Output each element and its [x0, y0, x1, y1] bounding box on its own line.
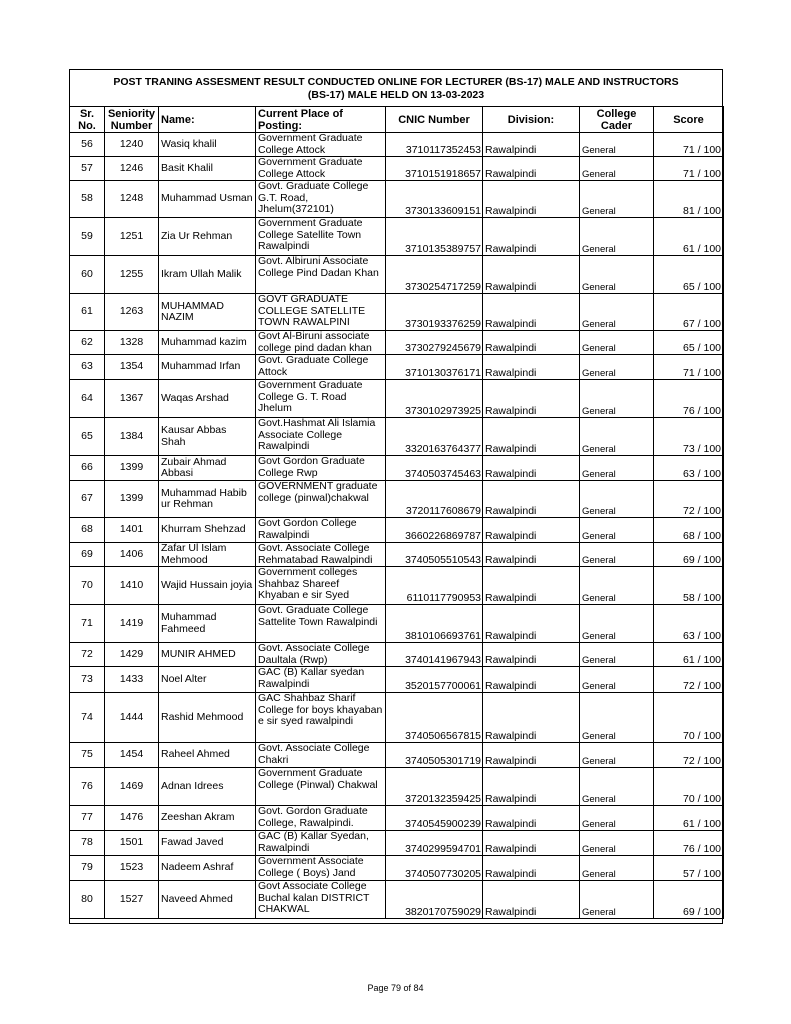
row-score: 63 / 100 — [654, 456, 724, 481]
row-name: Nadeem Ashraf — [159, 856, 256, 881]
row-sr: 70 — [70, 567, 105, 605]
row-division: Rawalpindi — [483, 743, 580, 768]
header-sr: Sr. No. — [70, 107, 105, 133]
row-cnic: 3730193376259 — [386, 294, 483, 331]
row-posting: GOVERNMENT graduate college (pinwal)chakwal — [256, 481, 386, 518]
row-sr: 59 — [70, 218, 105, 256]
row-posting: Govt. Graduate College Sattelite Town Rawalpindi — [256, 605, 386, 643]
row-score: 72 / 100 — [654, 743, 724, 768]
row-cader: General — [580, 768, 654, 806]
row-score: 67 / 100 — [654, 294, 724, 331]
row-cnic: 3730279245679 — [386, 331, 483, 355]
row-posting: Government colleges Shahbaz Shareef Khyaban e sir Syed — [256, 567, 386, 605]
row-sr: 67 — [70, 481, 105, 518]
row-cnic: 3660226869787 — [386, 518, 483, 543]
row-cnic: 3810106693761 — [386, 605, 483, 643]
row-cnic: 3720117608679 — [386, 481, 483, 518]
row-sr: 80 — [70, 881, 105, 919]
row-cnic: 3710135389757 — [386, 218, 483, 256]
row-cader: General — [580, 693, 654, 743]
row-cader: General — [580, 518, 654, 543]
row-division: Rawalpindi — [483, 768, 580, 806]
row-seniority: 1367 — [105, 380, 159, 418]
row-name: Noel Alter — [159, 667, 256, 693]
row-posting: Govt Gordon College Rawalpindi — [256, 518, 386, 543]
row-seniority: 1401 — [105, 518, 159, 543]
table-row — [70, 418, 724, 456]
row-score: 58 / 100 — [654, 567, 724, 605]
row-sr: 56 — [70, 133, 105, 157]
row-score: 72 / 100 — [654, 481, 724, 518]
row-posting: Govt. Albiruni Associate College Pind Dadan Khan — [256, 256, 386, 294]
row-seniority: 1433 — [105, 667, 159, 693]
table-row — [70, 218, 724, 256]
row-cnic: 3740505510543 — [386, 543, 483, 567]
header-division: Division: — [483, 107, 580, 133]
row-cnic: 3740505301719 — [386, 743, 483, 768]
row-seniority: 1444 — [105, 693, 159, 743]
row-name: Ikram Ullah Malik — [159, 256, 256, 294]
row-sr: 73 — [70, 667, 105, 693]
row-posting: Government Graduate College (Pinwal) Chakwal — [256, 768, 386, 806]
row-seniority: 1384 — [105, 418, 159, 456]
table-row — [70, 543, 724, 567]
row-seniority: 1501 — [105, 831, 159, 856]
table-row — [70, 768, 724, 806]
row-score: 81 / 100 — [654, 181, 724, 218]
row-cader: General — [580, 831, 654, 856]
row-name: Zafar Ul Islam Mehmood — [159, 543, 256, 567]
row-division: Rawalpindi — [483, 456, 580, 481]
row-name: Fawad Javed — [159, 831, 256, 856]
title-line-2: (BS-17) MALE HELD ON 13-03-2023 — [307, 89, 485, 101]
table-row — [70, 831, 724, 856]
row-cader: General — [580, 743, 654, 768]
row-division: Rawalpindi — [483, 605, 580, 643]
row-name: Muhammad Usman — [159, 181, 256, 218]
row-cader: General — [580, 543, 654, 567]
row-sr: 64 — [70, 380, 105, 418]
table-row — [70, 294, 724, 331]
row-score: 76 / 100 — [654, 831, 724, 856]
row-sr: 76 — [70, 768, 105, 806]
row-sr: 69 — [70, 543, 105, 567]
row-cader: General — [580, 456, 654, 481]
row-name: Basit Khalil — [159, 157, 256, 181]
row-cnic: 3740507730205 — [386, 856, 483, 881]
row-seniority: 1248 — [105, 181, 159, 218]
row-score: 69 / 100 — [654, 881, 724, 919]
row-name: Muhammad kazim — [159, 331, 256, 355]
row-division: Rawalpindi — [483, 256, 580, 294]
table-row — [70, 881, 724, 919]
table-row — [70, 157, 724, 181]
row-seniority: 1429 — [105, 643, 159, 667]
row-cnic: 3730133609151 — [386, 181, 483, 218]
row-sr: 63 — [70, 355, 105, 380]
row-sr: 58 — [70, 181, 105, 218]
row-seniority: 1240 — [105, 133, 159, 157]
row-division: Rawalpindi — [483, 667, 580, 693]
row-sr: 74 — [70, 693, 105, 743]
row-posting: Govt. Associate College Chakri — [256, 743, 386, 768]
row-cnic: 3720132359425 — [386, 768, 483, 806]
row-sr: 62 — [70, 331, 105, 355]
row-score: 73 / 100 — [654, 418, 724, 456]
row-score: 61 / 100 — [654, 806, 724, 831]
header-posting: Current Place of Posting: — [256, 107, 386, 133]
row-posting: Govt. Associate College Rehmatabad Rawalpindi — [256, 543, 386, 567]
row-cnic: 3710117352453 — [386, 133, 483, 157]
row-division: Rawalpindi — [483, 543, 580, 567]
row-division: Rawalpindi — [483, 881, 580, 919]
row-name: Zeeshan Akram — [159, 806, 256, 831]
row-name: Muhammad Habib ur Rehman — [159, 481, 256, 518]
table-row — [70, 567, 724, 605]
row-cader: General — [580, 856, 654, 881]
row-posting: GAC (B) Kallar Syedan, Rawalpindi — [256, 831, 386, 856]
row-seniority: 1399 — [105, 456, 159, 481]
row-name: Adnan Idrees — [159, 768, 256, 806]
row-posting: Govt.Hashmat Ali Islamia Associate College Rawalpindi — [256, 418, 386, 456]
row-score: 68 / 100 — [654, 518, 724, 543]
row-name: Wasiq khalil — [159, 133, 256, 157]
row-seniority: 1410 — [105, 567, 159, 605]
row-seniority: 1454 — [105, 743, 159, 768]
row-posting: Govt. Graduate College Attock — [256, 355, 386, 380]
table-row — [70, 743, 724, 768]
row-seniority: 1263 — [105, 294, 159, 331]
row-name: Raheel Ahmed — [159, 743, 256, 768]
row-score: 70 / 100 — [654, 693, 724, 743]
table-row — [70, 693, 724, 743]
row-cnic: 3740141967943 — [386, 643, 483, 667]
table-row — [70, 256, 724, 294]
row-division: Rawalpindi — [483, 693, 580, 743]
row-score: 61 / 100 — [654, 643, 724, 667]
header-name: Name: — [159, 107, 256, 133]
row-division: Rawalpindi — [483, 380, 580, 418]
row-seniority: 1399 — [105, 481, 159, 518]
page-title — [69, 76, 723, 102]
title-line-1: POST TRANING ASSESMENT RESULT CONDUCTED ONLINE FOR LECTURER (BS-17) MALE AND INSTRUCTORS — [113, 76, 679, 88]
row-posting: GAC Shahbaz Sharif College for boys khayaban e sir syed rawalpindi — [256, 693, 386, 743]
table-row — [70, 456, 724, 481]
row-sr: 65 — [70, 418, 105, 456]
row-score: 70 / 100 — [654, 768, 724, 806]
row-cnic: 3730254717259 — [386, 256, 483, 294]
row-sr: 77 — [70, 806, 105, 831]
row-seniority: 1527 — [105, 881, 159, 919]
row-cader: General — [580, 380, 654, 418]
row-cader: General — [580, 667, 654, 693]
row-name: Kausar Abbas Shah — [159, 418, 256, 456]
table-row — [70, 667, 724, 693]
row-name: MUNIR AHMED — [159, 643, 256, 667]
row-score: 69 / 100 — [654, 543, 724, 567]
page-footer: Page 79 of 84 — [367, 983, 424, 993]
row-cader: General — [580, 643, 654, 667]
row-cader: General — [580, 418, 654, 456]
table-row — [70, 355, 724, 380]
row-division: Rawalpindi — [483, 643, 580, 667]
row-division: Rawalpindi — [483, 294, 580, 331]
row-division: Rawalpindi — [483, 218, 580, 256]
row-cnic: 6110117790953 — [386, 567, 483, 605]
row-cader: General — [580, 218, 654, 256]
row-sr: 71 — [70, 605, 105, 643]
row-posting: GAC (B) Kallar syedan Rawalpindi — [256, 667, 386, 693]
row-cader: General — [580, 355, 654, 380]
row-seniority: 1354 — [105, 355, 159, 380]
row-cader: General — [580, 567, 654, 605]
row-name: Waqas Arshad — [159, 380, 256, 418]
row-score: 65 / 100 — [654, 256, 724, 294]
table-row — [70, 133, 724, 157]
table-body — [70, 133, 724, 919]
row-division: Rawalpindi — [483, 181, 580, 218]
row-posting: Government Graduate College Attock — [256, 157, 386, 181]
row-seniority: 1255 — [105, 256, 159, 294]
row-posting: Govt Gordon Graduate College Rwp — [256, 456, 386, 481]
row-cnic: 3740545900239 — [386, 806, 483, 831]
row-division: Rawalpindi — [483, 133, 580, 157]
row-cader: General — [580, 605, 654, 643]
header-cnic: CNIC Number — [386, 107, 483, 133]
row-division: Rawalpindi — [483, 481, 580, 518]
row-cnic: 3710151918657 — [386, 157, 483, 181]
row-seniority: 1523 — [105, 856, 159, 881]
row-posting: Govt. Associate College Daultala (Rwp) — [256, 643, 386, 667]
row-posting: Government Graduate College Satellite Town Rawalpindi — [256, 218, 386, 256]
row-division: Rawalpindi — [483, 518, 580, 543]
row-sr: 79 — [70, 856, 105, 881]
row-score: 57 / 100 — [654, 856, 724, 881]
row-seniority: 1251 — [105, 218, 159, 256]
row-name: MUHAMMAD NAZIM — [159, 294, 256, 331]
table-row — [70, 481, 724, 518]
row-score: 61 / 100 — [654, 218, 724, 256]
row-name: Muhammad Fahmeed — [159, 605, 256, 643]
row-posting: Govt. Gordon Graduate College, Rawalpindi. — [256, 806, 386, 831]
row-score: 63 / 100 — [654, 605, 724, 643]
row-score: 71 / 100 — [654, 355, 724, 380]
row-seniority: 1469 — [105, 768, 159, 806]
row-score: 72 / 100 — [654, 667, 724, 693]
row-score: 71 / 100 — [654, 133, 724, 157]
row-cnic: 3740503745463 — [386, 456, 483, 481]
row-posting: Government Graduate College G. T. Road Jhelum — [256, 380, 386, 418]
row-sr: 68 — [70, 518, 105, 543]
row-score: 76 / 100 — [654, 380, 724, 418]
row-posting: Govt Associate College Buchal kalan DISTRICT CHAKWAL — [256, 881, 386, 919]
row-cader: General — [580, 331, 654, 355]
row-division: Rawalpindi — [483, 331, 580, 355]
row-posting: Government Associate College ( Boys) Jand — [256, 856, 386, 881]
row-name: Zubair Ahmad Abbasi — [159, 456, 256, 481]
row-cader: General — [580, 256, 654, 294]
row-posting: GOVT GRADUATE COLLEGE SATELLITE TOWN RAWALPINI — [256, 294, 386, 331]
table-row — [70, 518, 724, 543]
row-cader: General — [580, 294, 654, 331]
table-row — [70, 181, 724, 218]
row-sr: 66 — [70, 456, 105, 481]
row-cader: General — [580, 181, 654, 218]
results-table — [69, 106, 724, 919]
row-name: Rashid Mehmood — [159, 693, 256, 743]
row-name: Zia Ur Rehman — [159, 218, 256, 256]
row-cnic: 3710130376171 — [386, 355, 483, 380]
row-name: Muhammad Irfan — [159, 355, 256, 380]
row-sr: 75 — [70, 743, 105, 768]
row-sr: 60 — [70, 256, 105, 294]
row-cnic: 3730102973925 — [386, 380, 483, 418]
table-row — [70, 331, 724, 355]
header-seniority: Seniority Number — [105, 107, 159, 133]
row-cnic: 3740506567815 — [386, 693, 483, 743]
row-posting: Govt Al-Biruni associate college pind dadan khan — [256, 331, 386, 355]
row-cader: General — [580, 481, 654, 518]
row-sr: 57 — [70, 157, 105, 181]
row-division: Rawalpindi — [483, 856, 580, 881]
row-score: 65 / 100 — [654, 331, 724, 355]
row-cader: General — [580, 806, 654, 831]
row-division: Rawalpindi — [483, 157, 580, 181]
row-posting: Govt. Graduate College G.T. Road, Jhelum(372101) — [256, 181, 386, 218]
row-seniority: 1476 — [105, 806, 159, 831]
header-row — [70, 107, 724, 133]
table-row — [70, 605, 724, 643]
row-division: Rawalpindi — [483, 418, 580, 456]
row-cader: General — [580, 157, 654, 181]
header-cader: College Cader — [580, 107, 654, 133]
table-row — [70, 380, 724, 418]
row-cader: General — [580, 881, 654, 919]
row-division: Rawalpindi — [483, 806, 580, 831]
row-cader: General — [580, 133, 654, 157]
table-row — [70, 643, 724, 667]
row-name: Naveed Ahmed — [159, 881, 256, 919]
row-cnic: 3740299594701 — [386, 831, 483, 856]
row-name: Wajid Hussain joyia — [159, 567, 256, 605]
row-score: 71 / 100 — [654, 157, 724, 181]
row-sr: 78 — [70, 831, 105, 856]
row-seniority: 1419 — [105, 605, 159, 643]
row-posting: Government Graduate College Attock — [256, 133, 386, 157]
row-division: Rawalpindi — [483, 567, 580, 605]
row-seniority: 1328 — [105, 331, 159, 355]
table-row — [70, 856, 724, 881]
row-sr: 72 — [70, 643, 105, 667]
row-cnic: 3520157700061 — [386, 667, 483, 693]
row-sr: 61 — [70, 294, 105, 331]
header-score: Score — [654, 107, 724, 133]
row-seniority: 1406 — [105, 543, 159, 567]
row-cnic: 3820170759029 — [386, 881, 483, 919]
row-name: Khurram Shehzad — [159, 518, 256, 543]
table-row — [70, 806, 724, 831]
row-cnic: 3320163764377 — [386, 418, 483, 456]
row-seniority: 1246 — [105, 157, 159, 181]
row-division: Rawalpindi — [483, 355, 580, 380]
row-division: Rawalpindi — [483, 831, 580, 856]
